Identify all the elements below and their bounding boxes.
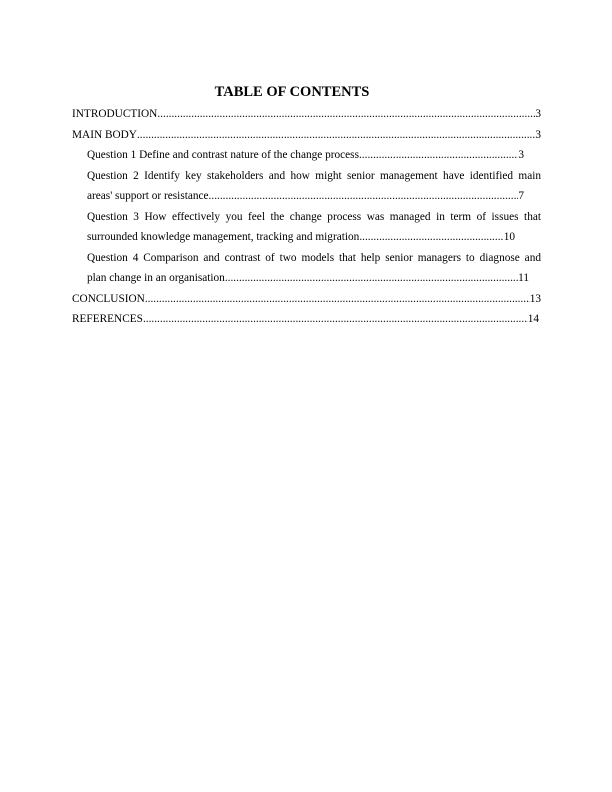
toc-entry-label: CONCLUSION [72,292,145,305]
toc-entry-label: plan change in an organisation [87,272,225,284]
toc-page-number: 14 [527,313,539,325]
toc-dot-leader [157,104,535,125]
toc-dot-leader [145,289,530,310]
toc-entry-introduction[interactable] [72,104,541,125]
toc-dot-leader [225,268,518,289]
toc-entry-label-line1: Question 2 Identify key stakeholders and how might senior management have identified main [87,169,541,182]
toc-entry-conclusion[interactable] [72,289,541,310]
toc-page-number: 3 [518,149,524,161]
toc-dot-leader [209,186,519,207]
toc-entry-main-body[interactable] [72,125,541,146]
toc-entry-label: INTRODUCTION [72,108,158,120]
toc-entry-question-3[interactable] [72,207,541,248]
toc-entry-label: MAIN BODY [72,128,137,141]
toc-dot-leader [137,125,535,146]
toc-dot-leader [359,145,518,166]
toc-page-number: 7 [518,190,524,202]
toc-entry-references[interactable] [72,309,541,330]
toc-dot-leader [359,227,503,248]
toc-entry-question-2[interactable] [72,166,541,207]
toc-page-number: 3 [535,108,541,120]
toc-entry-question-1[interactable] [72,145,541,166]
toc-entry-label-line1: Question 3 How effectively you feel the change process was managed in term of issues that [87,210,541,223]
toc-entry-label: surrounded knowledge management, tracking and migration [87,231,360,243]
toc-page-number: 3 [535,128,541,141]
toc-dot-leader [143,309,528,330]
toc-entry-question-4[interactable] [72,248,541,289]
table-of-contents [72,104,541,330]
toc-title: TABLE OF CONTENTS [214,84,370,100]
toc-entry-label: Question 1 Define and contrast nature of the change process [87,149,359,161]
toc-entry-label: REFERENCES [72,313,143,325]
toc-entry-label-line1: Question 4 Comparison and contrast of two models that help senior managers to diagnose and [87,251,541,264]
toc-page-number: 11 [518,272,529,284]
toc-entry-label: areas' support or resistance [87,190,209,202]
toc-page-number: 10 [503,231,515,243]
toc-page-number: 13 [529,292,541,305]
